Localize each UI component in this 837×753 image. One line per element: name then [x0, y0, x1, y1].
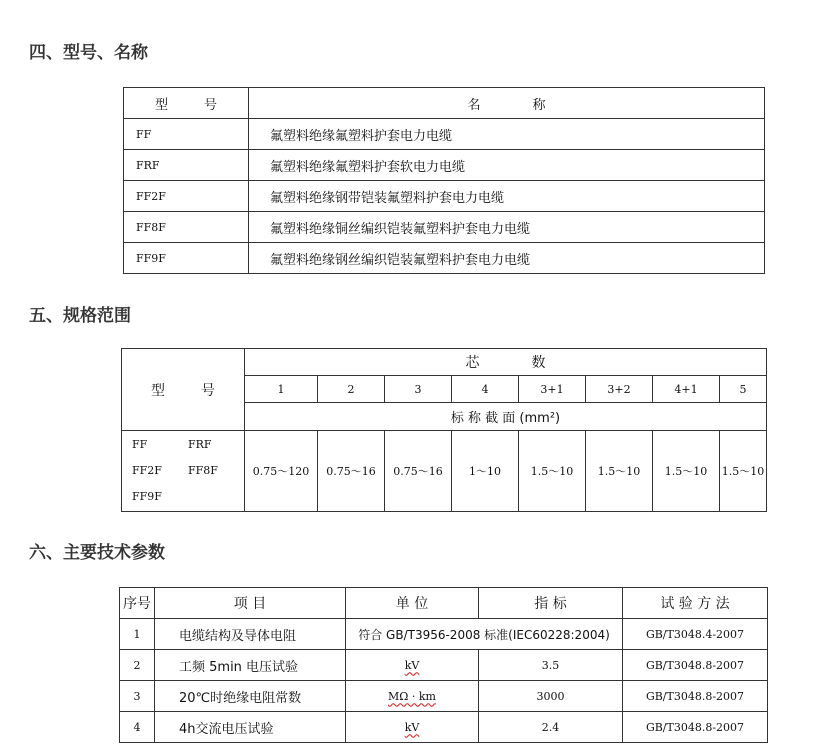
header-model [124, 88, 249, 119]
unit-text: MΩ · km [388, 689, 436, 703]
model-code: FF8F [188, 464, 218, 477]
row-item: 4h交流电压试验 [155, 712, 346, 743]
model-name-table [123, 87, 765, 274]
name-cell: 氟塑料绝缘氟塑料护套电力电缆 [249, 119, 765, 150]
row-method: GB/T3048.8-2007 [623, 650, 768, 681]
row-no: 2 [120, 650, 155, 681]
model-code: FRF [188, 438, 212, 451]
header-item: 项 目 [155, 588, 346, 619]
unit-text: kV [404, 720, 420, 734]
range-cell: 0.75～16 [385, 431, 452, 512]
table-row [120, 712, 768, 743]
range-cell: 0.75～120 [245, 431, 318, 512]
row-no: 4 [120, 712, 155, 743]
cores-header [245, 349, 767, 376]
row-index: 3.5 [479, 650, 623, 681]
tech-params-table [119, 587, 768, 743]
model-list [122, 431, 245, 512]
table-row [120, 619, 768, 650]
core-count-cell: 4 [452, 376, 519, 403]
model-cell: FF [124, 119, 249, 150]
range-cell: 1.5～10 [720, 431, 767, 512]
row-unit [346, 712, 479, 743]
model-cell: FRF [124, 150, 249, 181]
name-cell: 氟塑料绝缘钢丝编织铠装氟塑料护套电力电缆 [249, 243, 765, 274]
header-name-char1: 名 [467, 97, 481, 113]
row-unit [346, 650, 479, 681]
row-item: 工频 5min 电压试验 [155, 650, 346, 681]
model-header-char1: 型 [151, 382, 165, 399]
row-unit-merged: 符合 GB/T3956-2008 标准(IEC60228:2004) [346, 619, 623, 650]
table-header-row [124, 88, 765, 119]
range-row [122, 431, 767, 512]
header-unit: 单 位 [346, 588, 479, 619]
table-header-row [120, 588, 768, 619]
header-model-char2: 号 [204, 97, 218, 113]
core-count-cell: 3+2 [586, 376, 653, 403]
range-cell: 1.5～10 [653, 431, 720, 512]
range-cell: 1.5～10 [586, 431, 653, 512]
range-cell: 0.75～16 [318, 431, 385, 512]
table-row [124, 212, 765, 243]
core-count-cell: 2 [318, 376, 385, 403]
unit-text: kV [404, 658, 420, 672]
row-method: GB/T3048.8-2007 [623, 681, 768, 712]
row-no: 3 [120, 681, 155, 712]
row-index: 2.4 [479, 712, 623, 743]
core-count-cell: 4+1 [653, 376, 720, 403]
core-count-cell: 1 [245, 376, 318, 403]
row-no: 1 [120, 619, 155, 650]
spec-range-table [121, 348, 767, 512]
core-count-cell: 3+1 [519, 376, 586, 403]
name-cell: 氟塑料绝缘钢带铠装氟塑料护套电力电缆 [249, 181, 765, 212]
row-method: GB/T3048.4-2007 [623, 619, 768, 650]
range-cell: 1～10 [452, 431, 519, 512]
model-cell: FF8F [124, 212, 249, 243]
model-code: FF2F [132, 464, 162, 477]
table-row [124, 119, 765, 150]
row-method: GB/T3048.8-2007 [623, 712, 768, 743]
header-model-char1: 型 [154, 97, 168, 113]
model-code: FF9F [132, 490, 162, 503]
table-row [124, 243, 765, 274]
section-label: 标 称 截 面 (mm²) [245, 403, 767, 431]
model-cell: FF2F [124, 181, 249, 212]
table-row [124, 181, 765, 212]
cores-header-row [122, 349, 767, 376]
header-name [249, 88, 765, 119]
model-header-char2: 号 [201, 382, 215, 399]
cores-header-char2: 数 [531, 355, 546, 371]
name-cell: 氟塑料绝缘氟塑料护套软电力电缆 [249, 150, 765, 181]
row-item: 20℃时绝缘电阻常数 [155, 681, 346, 712]
header-no: 序号 [120, 588, 155, 619]
section6-heading: 六、主要技术参数 [29, 543, 165, 563]
model-cell: FF9F [124, 243, 249, 274]
row-item: 电缆结构及导体电阻 [155, 619, 346, 650]
core-count-cell: 5 [720, 376, 767, 403]
table-row [120, 681, 768, 712]
name-cell: 氟塑料绝缘铜丝编织铠装氟塑料护套电力电缆 [249, 212, 765, 243]
table-row [124, 150, 765, 181]
range-cell: 1.5～10 [519, 431, 586, 512]
row-index: 3000 [479, 681, 623, 712]
table-row [120, 650, 768, 681]
header-index: 指 标 [479, 588, 623, 619]
cores-header-char1: 芯 [465, 355, 480, 371]
row-unit [346, 681, 479, 712]
header-name-char2: 称 [532, 97, 546, 113]
core-count-cell: 3 [385, 376, 452, 403]
model-code: FF [132, 438, 148, 451]
section5-heading: 五、规格范围 [29, 306, 131, 326]
model-header [122, 349, 245, 431]
section4-heading: 四、型号、名称 [29, 43, 148, 63]
header-method: 试 验 方 法 [623, 588, 768, 619]
